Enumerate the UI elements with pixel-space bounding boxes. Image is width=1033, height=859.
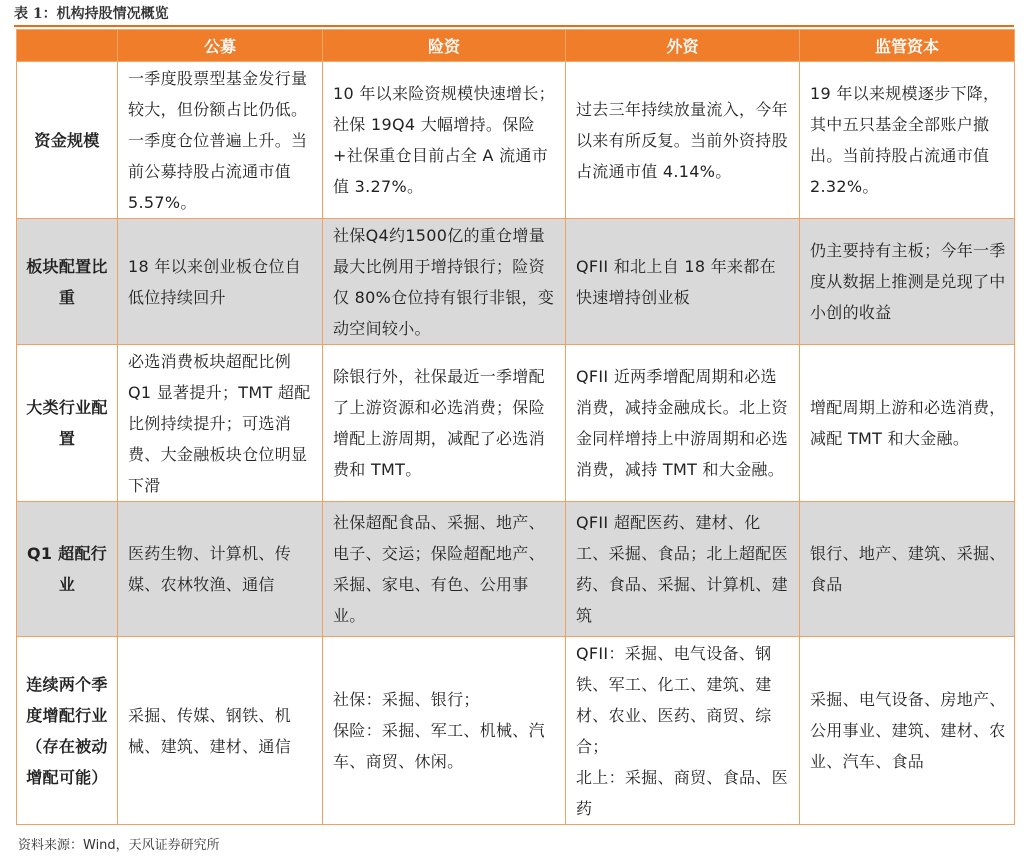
- table-cell: [323, 637, 566, 825]
- table-cell: [566, 637, 800, 825]
- table-cell: [118, 637, 323, 825]
- table-cell: QFII 和北上自 18 年来都在快速增持创业板: [566, 219, 800, 345]
- header-cell-regulatory: 监管资本: [800, 30, 1015, 62]
- holdings-table: [16, 29, 1015, 825]
- table-cell: 银行、地产、建筑、采掘、食品: [800, 502, 1015, 637]
- row-label: 资金规模: [17, 62, 118, 219]
- header-cell-public-funds: 公募: [118, 30, 323, 62]
- table-cell: 必选消费板块超配比例Q1 显著提升；TMT 超配比例持续提升；可选消费、大金融板块仓位明显下滑: [118, 345, 323, 502]
- table-cell: 仍主要持有主板；今年一季度从数据上推测是兑现了中小创的收益: [800, 219, 1015, 345]
- table-cell: 除银行外，社保最近一季增配了上游资源和必选消费；保险增配上游周期，减配了必选消费和 TMT。: [323, 345, 566, 502]
- table-row: [17, 637, 1015, 825]
- cell-paragraph: 保险：采掘、军工、机械、汽车、商贸、休闲。: [333, 721, 545, 771]
- cell-paragraph: 采掘、传媒、钢铁、机械、建筑、建材、通信: [128, 705, 292, 756]
- cell-paragraph: 采掘、电气设备、房地产、公用事业、建筑、建材、农业、汽车、食品: [810, 690, 1006, 771]
- table-cell: [800, 637, 1015, 825]
- header-row: [17, 30, 1015, 62]
- table-cell: 19 年以来规模逐步下降，其中五只基金全部账户撤出。当前持股占流通市值 2.32%。: [800, 62, 1015, 219]
- table-cell: QFII 近两季增配周期和必选消费，减持金融成长。北上资金同样增持上中游周期和必选消费，减持 TMT 和大金融。: [566, 345, 800, 502]
- row-label: Q1 超配行业: [17, 502, 118, 637]
- cell-paragraph: 社保：采掘、银行；: [333, 690, 480, 709]
- table-row: [17, 502, 1015, 637]
- row-label: 板块配置比重: [17, 219, 118, 345]
- row-label: 大类行业配置: [17, 345, 118, 502]
- cell-paragraph: 北上：采掘、商贸、食品、医药: [576, 767, 788, 818]
- title-divider: [14, 25, 1014, 27]
- table-cell: 过去三年持续放量流入，今年以来有所反复。当前外资持股占流通市值 4.14%。: [566, 62, 800, 219]
- row-label: 连续两个季度增配行业（存在被动增配可能）: [17, 637, 118, 825]
- cell-paragraph: QFII：采掘、电气设备、钢铁、军工、化工、建筑、建材、农业、医药、商贸、综合；: [576, 643, 772, 756]
- table-row: [17, 62, 1015, 219]
- source-note: 资料来源：Wind，天风证券研究所: [18, 838, 220, 853]
- table-cell: 社保超配食品、采掘、地产、电子、交运；保险超配地产、采掘、家电、有色、公用事业。: [323, 502, 566, 637]
- table-cell: 一季度股票型基金发行量较大，但份额占比仍低。一季度仓位普遍上升。当前公募持股占流通市值 5.57%。: [118, 62, 323, 219]
- table-title: 表 1：机构持股情况概览: [14, 6, 169, 22]
- header-cell-insurance: 险资: [323, 30, 566, 62]
- table-cell: 增配周期上游和必选消费，减配 TMT 和大金融。: [800, 345, 1015, 502]
- table-cell: 医药生物、计算机、传媒、农林牧渔、通信: [118, 502, 323, 637]
- table-row: [17, 345, 1015, 502]
- table-cell: QFII 超配医药、建材、化工、采掘、食品；北上超配医药、食品、采掘、计算机、建筑: [566, 502, 800, 637]
- table-cell: 18 年以来创业板仓位自低位持续回升: [118, 219, 323, 345]
- header-cell-foreign: 外资: [566, 30, 800, 62]
- table-cell: 10 年以来险资规模快速增长；社保 19Q4 大幅增持。保险+社保重仓目前占全 A 流通市值 3.27%。: [323, 62, 566, 219]
- table-row: [17, 219, 1015, 345]
- table-cell: 社保Q4约1500亿的重仓增量最大比例用于增持银行；险资仅 80%仓位持有银行非银，变动空间较小。: [323, 219, 566, 345]
- header-cell-corner: [17, 30, 118, 62]
